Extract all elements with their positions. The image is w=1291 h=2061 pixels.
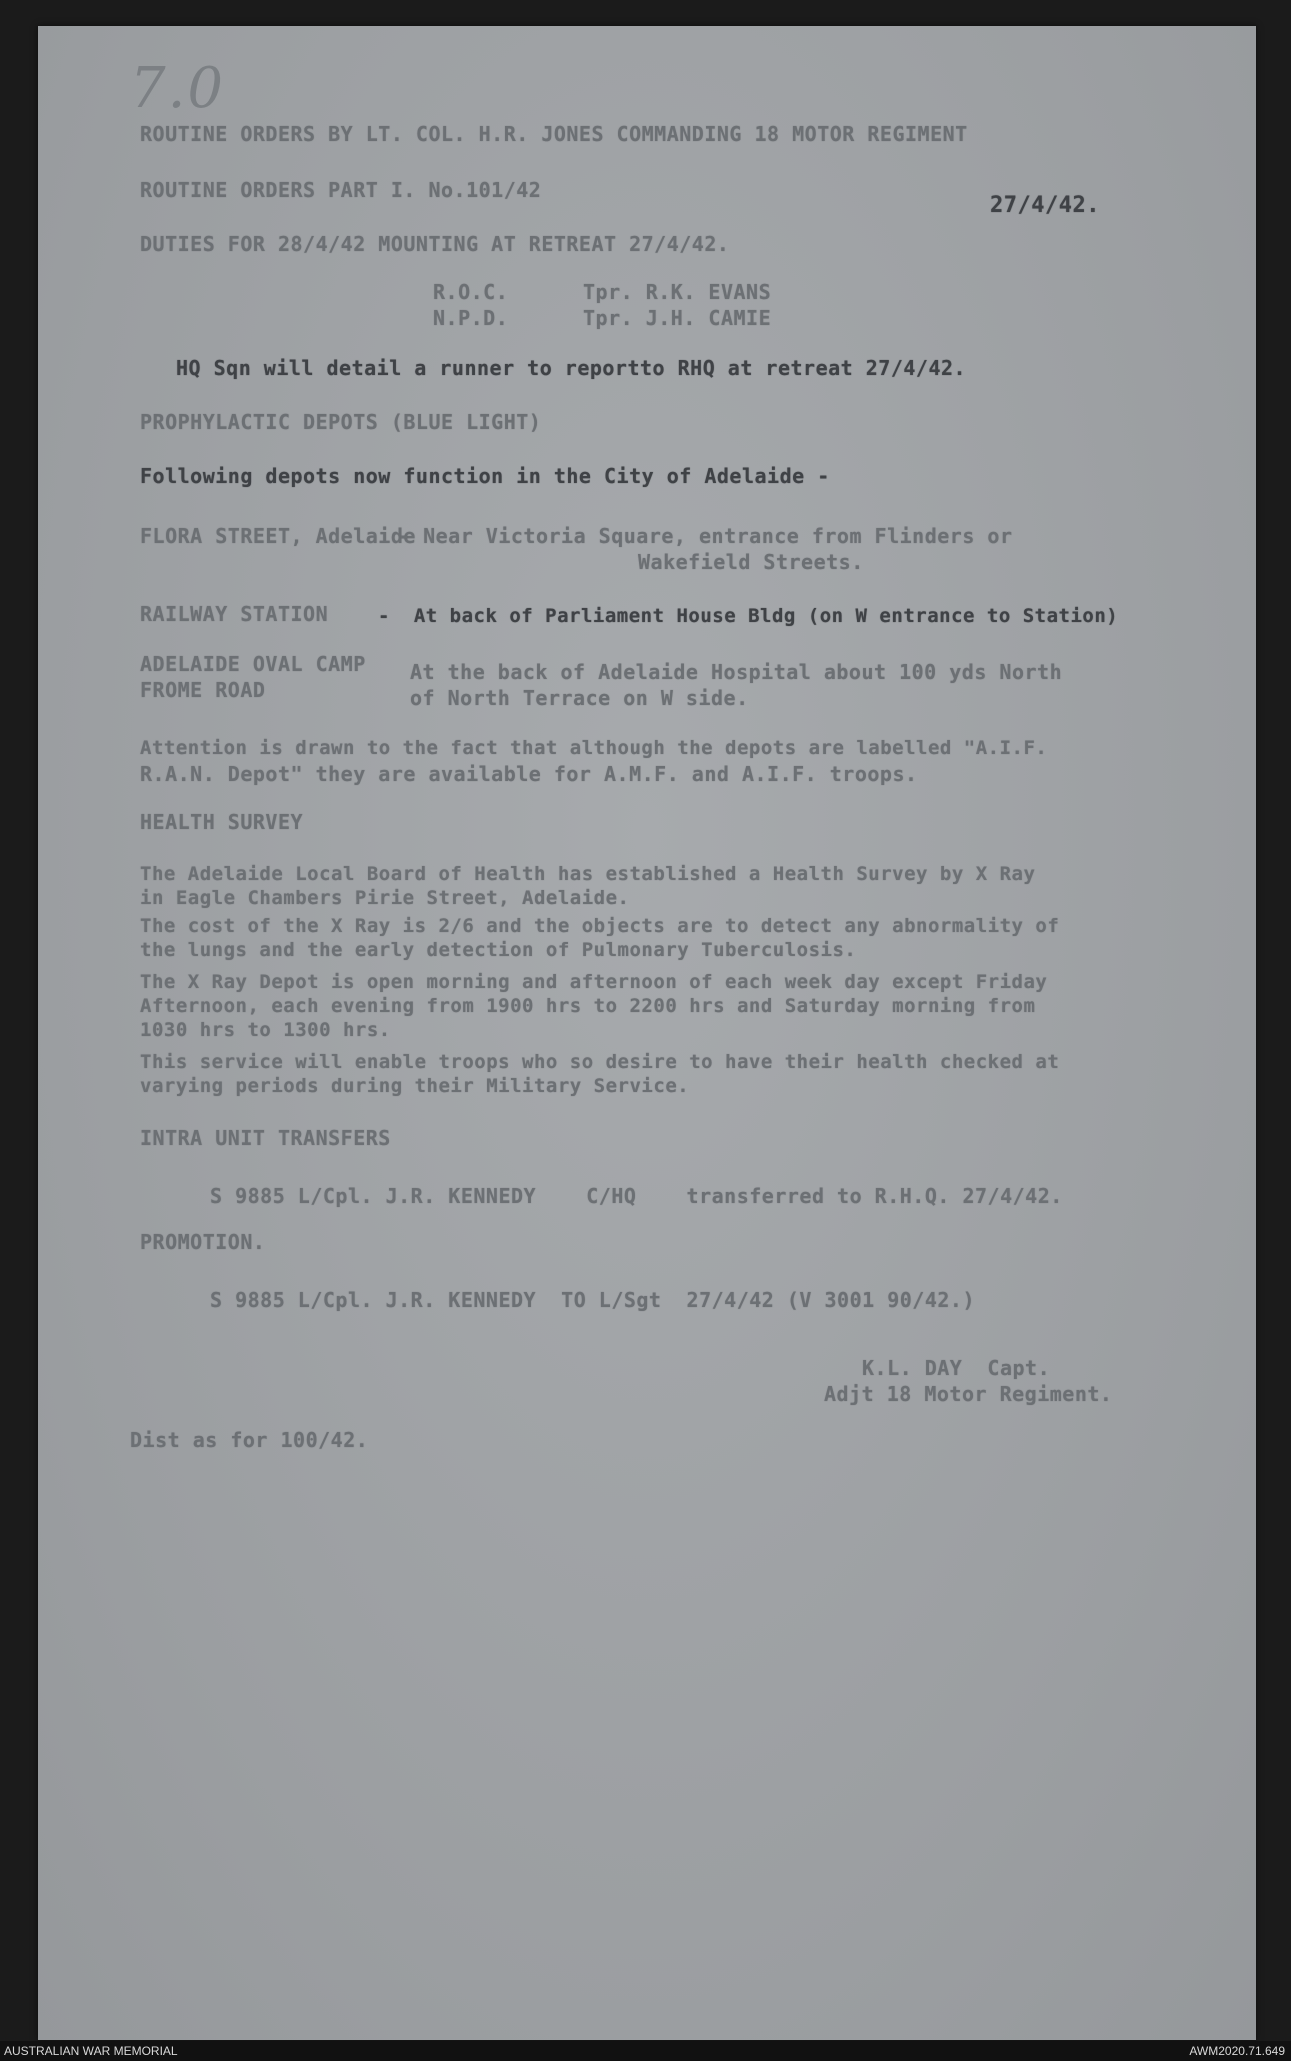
health-line-8: This service will enable troops who so desire to have their health checked at bbox=[140, 1051, 1060, 1073]
depots-note-2: R.A.N. Depot" they are available for A.M.F. and A.I.F. troops. bbox=[140, 762, 918, 786]
duties-heading: DUTIES FOR 28/4/42 MOUNTING AT RETREAT 27/4/42. bbox=[140, 232, 730, 256]
depot-place-3: ADELAIDE OVAL CAMP bbox=[140, 652, 366, 676]
footer-accession-number: AWM2020.71.649 bbox=[1189, 2044, 1285, 2058]
depot-place-1: FLORA STREET, Adelaide bbox=[140, 524, 416, 548]
promotion-heading: PROMOTION. bbox=[140, 1230, 266, 1254]
health-heading: HEALTH SURVEY bbox=[140, 810, 304, 834]
orders-part: ROUTINE ORDERS PART I. No.101/42 bbox=[140, 178, 542, 202]
health-line-4: the lungs and the early detection of Pulmonary Tuberculosis. bbox=[140, 939, 857, 961]
transfers-heading: INTRA UNIT TRANSFERS bbox=[140, 1126, 391, 1150]
orders-date: 27/4/42. bbox=[990, 193, 1100, 218]
depot-desc-1: - Near Victoria Square, entrance from Flinders or bbox=[398, 524, 1013, 548]
depots-intro: Following depots now function in the City of Adelaide - bbox=[140, 464, 830, 488]
health-line-3: The cost of the X Ray is 2/6 and the objects are to detect any abnormality of bbox=[140, 915, 1060, 937]
depot-place-3b: FROME ROAD bbox=[140, 678, 266, 702]
promotion-entry: S 9885 L/Cpl. J.R. KENNEDY TO L/Sgt 27/4/42 (V 3001 90/42.) bbox=[210, 1288, 976, 1312]
duty-person-2: Tpr. J.H. CAMIE bbox=[583, 306, 772, 330]
orders-title: ROUTINE ORDERS BY LT. COL. H.R. JONES COMMANDING 18 MOTOR REGIMENT bbox=[140, 122, 968, 146]
archive-footer bbox=[0, 2041, 1291, 2061]
handwritten-annotation: 7.0 bbox=[130, 56, 226, 121]
health-line-9: varying periods during their Military Service. bbox=[140, 1075, 690, 1097]
signature-name: K.L. DAY Capt. bbox=[862, 1356, 1051, 1380]
health-line-6: Afternoon, each evening from 1900 hrs to 2200 hrs and Saturday morning from bbox=[140, 995, 1036, 1017]
duty-role-2: N.P.D. bbox=[433, 306, 509, 330]
health-line-2: in Eagle Chambers Pirie Street, Adelaide. bbox=[140, 887, 630, 909]
depots-heading: PROPHYLACTIC DEPOTS (BLUE LIGHT) bbox=[140, 410, 542, 434]
duty-person-1: Tpr. R.K. EVANS bbox=[583, 280, 772, 304]
distribution: Dist as for 100/42. bbox=[130, 1428, 369, 1452]
health-line-7: 1030 hrs to 1300 hrs. bbox=[140, 1019, 391, 1041]
footer-institution: AUSTRALIAN WAR MEMORIAL bbox=[4, 2044, 178, 2058]
depot-desc-3b: of North Terrace on W side. bbox=[410, 686, 749, 710]
depot-desc-3: At the back of Adelaide Hospital about 100 yds North bbox=[410, 660, 1063, 684]
depots-note-1: Attention is drawn to the fact that although the depots are labelled "A.I.F. bbox=[140, 737, 1048, 759]
depot-desc-1b: Wakefield Streets. bbox=[638, 550, 864, 574]
document-page bbox=[38, 26, 1256, 2040]
health-line-5: The X Ray Depot is open morning and afternoon of each week day except Friday bbox=[140, 971, 1048, 993]
depot-place-2: RAILWAY STATION bbox=[140, 602, 329, 626]
depot-desc-2: - At back of Parliament House Bldg (on W entrance to Station) bbox=[378, 605, 1119, 627]
runner-order: HQ Sqn will detail a runner to reportto RHQ at retreat 27/4/42. bbox=[176, 356, 967, 380]
health-line-1: The Adelaide Local Board of Health has established a Health Survey by X Ray bbox=[140, 863, 1036, 885]
duty-role-1: R.O.C. bbox=[433, 280, 509, 304]
transfer-entry: S 9885 L/Cpl. J.R. KENNEDY C/HQ transferred to R.H.Q. 27/4/42. bbox=[210, 1184, 1063, 1208]
signature-title: Adjt 18 Motor Regiment. bbox=[824, 1382, 1113, 1406]
